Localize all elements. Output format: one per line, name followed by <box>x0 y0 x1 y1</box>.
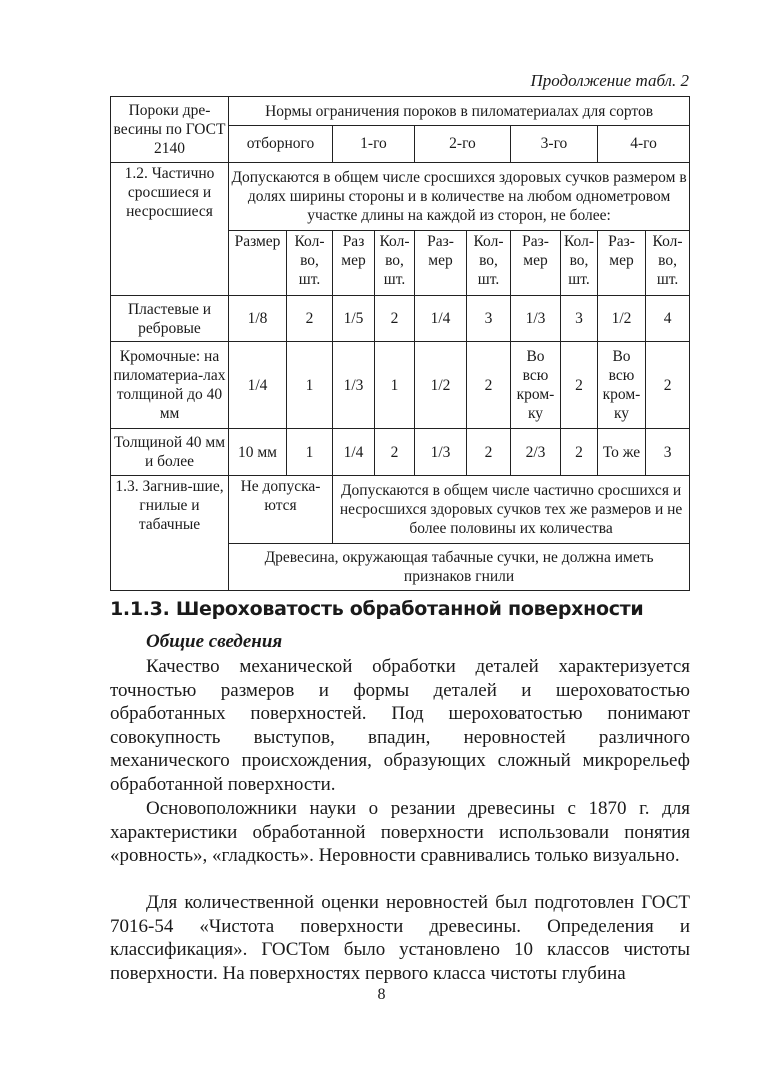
paragraph <box>110 891 690 985</box>
defects-norms-table <box>110 96 690 591</box>
table-continuation-label: Продолжение табл. 2 <box>530 71 689 90</box>
table-cell: 1 <box>375 342 415 429</box>
table-cell: 3 <box>561 295 598 341</box>
paragraph-text: Основоположники науки о резании древесины с 1870 г. для характеристики обработанной поверхности использовали понятия «ровность», «гладкость». Неровности сравнивались только визуально. <box>110 798 690 866</box>
table-row <box>111 342 690 429</box>
table-cell: 1 <box>287 429 333 475</box>
table-cell: 1/3 <box>333 342 375 429</box>
table-cell: 2/3 <box>511 429 561 475</box>
grade-header: 2-го <box>415 126 511 162</box>
table-cell: Во всю кром-ку <box>598 342 646 429</box>
table-cell: Во всю кром-ку <box>511 342 561 429</box>
table-cell: 2 <box>375 429 415 475</box>
table-cell: 1/5 <box>333 295 375 341</box>
sub-header: Кол-во, шт. <box>467 231 511 296</box>
grade-header: 4-го <box>598 126 690 162</box>
grade-header: 1-го <box>333 126 415 162</box>
table-cell: 2 <box>561 342 598 429</box>
subheading: Общие сведения <box>146 631 283 652</box>
table-cell: 1/3 <box>415 429 467 475</box>
table-cell: 1/3 <box>511 295 561 341</box>
table-cell: 1/8 <box>229 295 287 341</box>
page-number: 8 <box>377 986 386 1003</box>
row-label: Толщиной 40 мм и более <box>111 429 229 475</box>
table-cell: 1/2 <box>415 342 467 429</box>
sub-header: Кол-во, шт. <box>646 231 690 296</box>
table-cell: 1/2 <box>598 295 646 341</box>
table-cell: 1/4 <box>333 429 375 475</box>
row-description: Допускаются в общем числе сросшихся здоровых сучков размером в долях ширины стороны и в количестве на любом однометровом участке длины на каждой из сторон, не более: <box>229 162 690 231</box>
table-cell: То же <box>598 429 646 475</box>
table-cell: 1 <box>287 342 333 429</box>
row-label: Пластевые и ребровые <box>111 295 229 341</box>
table-cell: 10 мм <box>229 429 287 475</box>
norms-header: Нормы ограничения пороков в пиломатериалах для сортов <box>229 97 690 126</box>
paragraph-text: Качество механической обработки деталей характеризуется точностью размеров и формы деталей и шероховатостью обработанных поверхностей. Под шероховатостью понимают совокупность выступов, впадин, неровностей различного механического происхождения, образующих сложный микрорельеф обработанной поверхности. <box>110 656 690 795</box>
row-label: 1.2. Частично сросшиеся и несросшиеся <box>111 162 229 295</box>
note-cell: Древесина, окружающая табачные сучки, не должна иметь признаков гнили <box>229 544 690 591</box>
table-cell: 2 <box>561 429 598 475</box>
sub-header: Раз мер <box>333 231 375 296</box>
table-cell: 3 <box>646 429 690 475</box>
table-cell: 1/4 <box>415 295 467 341</box>
table-row <box>111 429 690 475</box>
table-cell: 3 <box>467 295 511 341</box>
row-label: 1.3. Загнив-шие, гнилые и табачные <box>111 475 229 590</box>
sub-header: Кол-во, шт. <box>287 231 333 296</box>
table-cell: 2 <box>646 342 690 429</box>
sub-header: Кол-во, шт. <box>375 231 415 296</box>
paragraph <box>110 797 690 868</box>
sub-header: Раз-мер <box>598 231 646 296</box>
not-allowed-cell: Не допуска-ются <box>229 475 333 544</box>
section-title: 1.1.3. Шероховатость обработанной поверхности <box>110 598 644 620</box>
paragraph-text: Для количественной оценки неровностей был подготовлен ГОСТ 7016-54 «Чистота поверхности древесины. Определения и классификация». ГОСТом было установлено 10 классов чистоты поверхности. На поверхностях первого класса чистоты глубина <box>110 892 690 984</box>
row-label: Кромочные: на пиломатериа-лах толщиной до 40 мм <box>111 342 229 429</box>
table-row <box>111 295 690 341</box>
allowed-cell: Допускаются в общем числе частично сросшихся и несросшихся здоровых сучков тех же размеров и не более половины их количества <box>333 475 690 544</box>
table-cell: 2 <box>467 342 511 429</box>
table-cell: 2 <box>287 295 333 341</box>
defects-column-header: Пороки дре-весины по ГОСТ 2140 <box>111 97 229 163</box>
paragraph <box>110 655 690 796</box>
sub-header: Раз-мер <box>511 231 561 296</box>
table-cell: 4 <box>646 295 690 341</box>
table-cell: 2 <box>467 429 511 475</box>
sub-header: Кол-во, шт. <box>561 231 598 296</box>
table-cell: 2 <box>375 295 415 341</box>
grade-header: 3-го <box>511 126 598 162</box>
grade-header: отборного <box>229 126 333 162</box>
sub-header: Раз-мер <box>415 231 467 296</box>
table-cell: 1/4 <box>229 342 287 429</box>
sub-header: Размер <box>229 231 287 296</box>
